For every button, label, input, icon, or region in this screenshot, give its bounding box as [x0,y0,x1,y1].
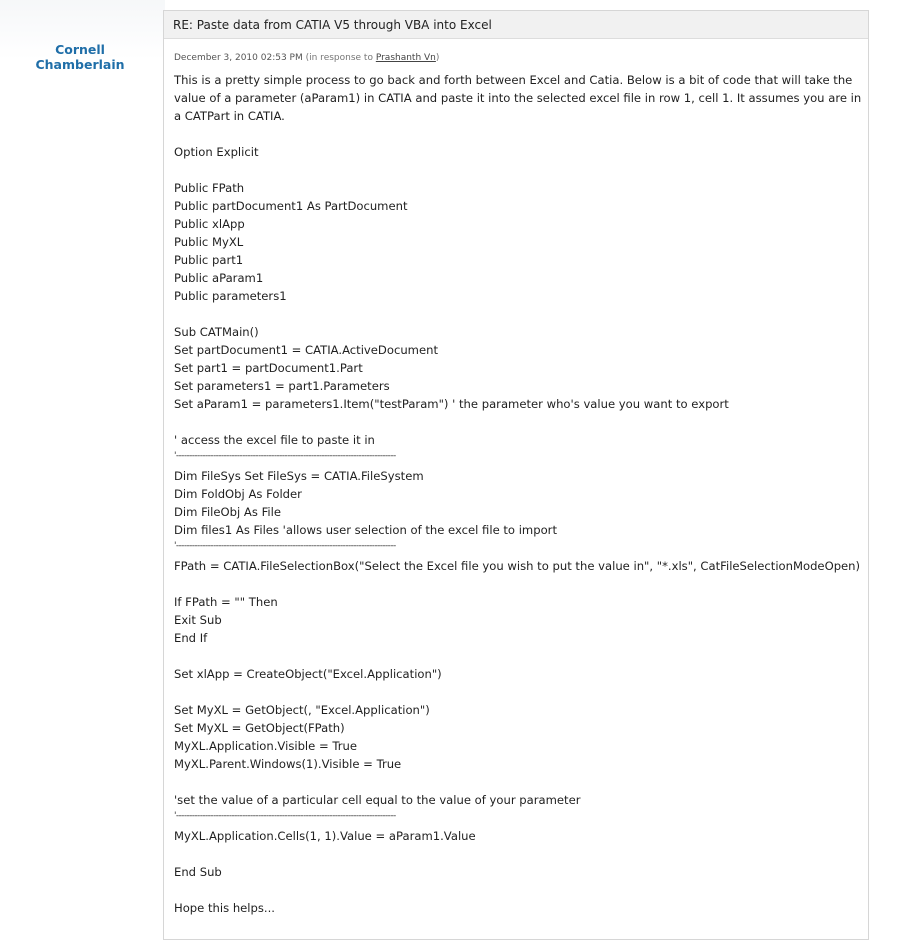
in-response-suffix: ) [435,53,440,63]
code-blank-line [174,881,862,899]
code-line: Set aParam1 = parameters1.Item("testParam") ' the parameter who's value you want to export [174,397,729,411]
in-response-prefix: (in response to [305,53,376,63]
author-name[interactable]: Cornell Chamberlain [35,42,125,72]
code-line: If FPath = "" Then [174,595,278,609]
post-header [164,11,868,39]
code-line: MyXL.Application.Cells(1, 1).Value = aParam1.Value [174,829,476,843]
code-line: Set parameters1 = part1.Parameters [174,379,390,393]
code-blank-line [174,575,862,593]
post-body [174,71,862,917]
code-blank-line [174,413,862,431]
code-line: Public part1 [174,253,244,267]
code-line: FPath = CATIA.FileSelectionBox("Select the Excel file you wish to put the value in", "*.xls", CatFileSelectionModeOpen) [174,559,861,573]
code-line: End Sub [174,865,222,879]
post-date: December 3, 2010 02:53 PM [174,53,303,63]
post-title: RE: Paste data from CATIA V5 through VBA into Excel [173,18,492,32]
code-line: MyXL.Parent.Windows(1).Visible = True [174,757,402,771]
code-blank-line [174,683,862,701]
responder-link[interactable]: Prashanth Vn [375,53,436,63]
code-line: Public partDocument1 As PartDocument [174,199,408,213]
code-line: Public MyXL [174,235,244,249]
code-line: Sub CATMain() [174,325,259,339]
code-blank-line [174,845,862,863]
code-line: Dim FoldObj As Folder [174,487,302,501]
post-intro: This is a pretty simple process to go back and forth between Excel and Catia. Below is a bit of code that will take the value of a parameter (aParam1) in CATIA and paste it into the selected excel file in row 1, cell 1. It assumes you are in a CATPart in CATIA. [174,73,862,123]
code-line: Dim FileObj As File [174,505,281,519]
code-line: Hope this helps... [174,901,275,915]
code-line: Public aParam1 [174,271,264,285]
forum-post [163,10,869,940]
code-separator-line: '----------------------------------------------------------------------------------- [174,811,396,821]
code-line: MyXL.Application.Visible = True [174,739,357,753]
code-line: Public parameters1 [174,289,287,303]
code-blank-line [174,125,862,143]
code-line: Public FPath [174,181,245,195]
code-blank-line [174,305,862,323]
code-blank-line [174,647,862,665]
code-blank-line [174,773,862,791]
post-meta [174,52,439,64]
code-line: Dim FileSys Set FileSys = CATIA.FileSystem [174,469,424,483]
code-line: Set partDocument1 = CATIA.ActiveDocument [174,343,438,357]
code-line: Set MyXL = GetObject(, "Excel.Application") [174,703,430,717]
code-line: 'set the value of a particular cell equal to the value of your parameter [174,793,581,807]
code-separator-line: '----------------------------------------------------------------------------------- [174,451,396,461]
code-separator-line: '----------------------------------------------------------------------------------- [174,541,396,551]
code-blank-line [174,161,862,179]
code-line: Option Explicit [174,145,259,159]
code-line: Exit Sub [174,613,222,627]
code-line: End If [174,631,208,645]
code-block [174,125,862,917]
code-line: Set part1 = partDocument1.Part [174,361,363,375]
code-line: Public xlApp [174,217,245,231]
code-line: ' access the excel file to paste it in [174,433,375,447]
code-line: Set xlApp = CreateObject("Excel.Application") [174,667,442,681]
code-line: Dim files1 As Files 'allows user selection of the excel file to import [174,523,557,537]
code-line: Set MyXL = GetObject(FPath) [174,721,345,735]
